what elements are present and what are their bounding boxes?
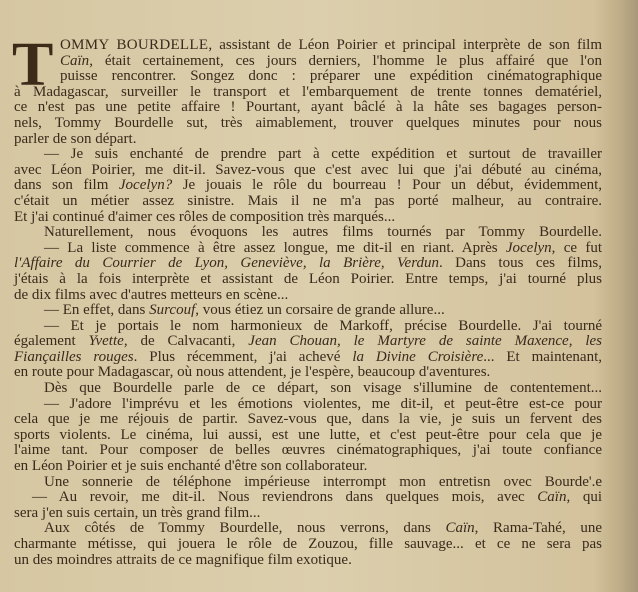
text-segment: , ce fut bbox=[551, 239, 602, 256]
text-segment: avec Léon Poirier, me dit-il. Savez-vous que c'est avec lui que j'ai débuté au cinéma, bbox=[14, 161, 602, 178]
text-line bbox=[14, 537, 602, 553]
text-segment: , de Calvacanti, bbox=[123, 333, 249, 350]
text-line bbox=[60, 54, 602, 70]
text-segment: Je jouais le rôle du bourreau ! Pour un début, évidemment, bbox=[172, 177, 602, 194]
article-body bbox=[12, 31, 603, 568]
text-segment: , assistant de Léon Poirier et principal interprète de son film bbox=[208, 37, 602, 53]
text-segment: Aux côtés de Tommy Bourdelle, nous verrons, dans bbox=[44, 520, 446, 537]
text-line bbox=[14, 319, 602, 335]
italic-title-text: Caïn bbox=[537, 489, 567, 506]
text-segment: de dix films avec d'autres metteurs en scène... bbox=[14, 286, 289, 303]
text-line bbox=[14, 443, 602, 459]
text-segment: , Rama-Tahé, une bbox=[474, 520, 602, 537]
italic-title-text: Jocelyn? bbox=[118, 177, 173, 194]
text-segment: puisse rencontrer. Songez donc : préparer une expédition cinématographique bbox=[60, 68, 602, 85]
text-line bbox=[14, 178, 602, 194]
italic-title-text: Caïn bbox=[445, 520, 475, 537]
text-segment: cela que je me réjouis de partir. Savez-vous que, dans la vie, je suis un fervent des bbox=[14, 411, 602, 428]
text-line bbox=[14, 100, 602, 116]
text-line bbox=[14, 521, 602, 537]
text-line bbox=[60, 38, 602, 54]
text-segment: — La liste commence à être assez longue, me dit-il en riant. Après bbox=[44, 239, 506, 256]
text-line bbox=[14, 163, 602, 179]
text-segment: Une sonnerie de téléphone impérieuse interrompt mon entretisn ovec Bourde'.e bbox=[44, 473, 602, 490]
text-line bbox=[14, 303, 602, 319]
text-segment: nels, Tommy Bourdelle sut, très aimablement, trouver quelques minutes pour nous bbox=[14, 114, 602, 131]
text-segment: dans son film bbox=[14, 177, 119, 194]
text-line bbox=[14, 428, 602, 444]
text-segment: un des moindres attraits de ce magnifique film exotique. bbox=[14, 551, 352, 568]
text-segment: , vous étiez un corsaire de grande allure... bbox=[195, 302, 445, 319]
text-line bbox=[14, 459, 602, 475]
text-line bbox=[14, 381, 602, 397]
text-line bbox=[14, 241, 602, 257]
text-segment: j'étais à la fois interprète et assistant de Léon Poirier. Entre temps, j'ai tourné plus bbox=[14, 270, 602, 287]
italic-title-text: Yvette bbox=[88, 333, 124, 350]
text-segment: en route pour Madagascar, où nous attendent, je l'espère, beaucoup d'aventures. bbox=[14, 364, 491, 381]
text-segment: . Plus récemment, j'ai achevé bbox=[133, 348, 353, 365]
italic-title-text: Caïn bbox=[60, 52, 90, 69]
text-segment: Dès que Bourdelle parle de ce départ, son visage s'illumine de contentement... bbox=[44, 380, 602, 397]
text-line bbox=[14, 365, 602, 381]
text-segment: — En effet, dans bbox=[44, 302, 150, 319]
text-line bbox=[14, 412, 602, 428]
italic-title-text: Fiançailles rouges bbox=[14, 348, 134, 365]
text-segment: , qui bbox=[566, 489, 602, 506]
text-line bbox=[14, 210, 602, 226]
text-segment: parler de son départ. bbox=[14, 130, 137, 147]
text-line bbox=[14, 85, 602, 101]
text-segment: ... Et maintenant, bbox=[483, 348, 602, 365]
text-line bbox=[14, 225, 602, 241]
text-line bbox=[14, 288, 602, 304]
text-segment: à Madagascar, surveiller le transport et l'embarquement de trente tonnes dematériel, bbox=[14, 83, 602, 100]
text-segment: — J'adore l'imprévu et les émotions violentes, me dit-il, et peut-être est-ce pour bbox=[44, 395, 602, 412]
text-segment: l'aime tant. Pour composer de belles œuvres cinématographiques, j'ai toute confiance bbox=[14, 442, 602, 459]
italic-title-text: Jocelyn bbox=[505, 239, 552, 256]
drop-cap: T bbox=[12, 31, 54, 99]
text-line bbox=[14, 350, 602, 366]
text-line bbox=[14, 506, 602, 522]
text-segment: — Et je portais le nom harmonieux de Markoff, précise Bourdelle. J'ai tourné bbox=[44, 317, 602, 334]
text-line bbox=[14, 397, 602, 413]
text-segment: charmante métisse, qui jouera le rôle de Zouzou, fille sauvage... et ce ne sera pas bbox=[14, 536, 602, 552]
text-segment: , était certainement, ces jours derniers, l'homme le plus affairé que l'on bbox=[89, 52, 602, 69]
text-line bbox=[14, 475, 602, 491]
text-line bbox=[60, 69, 602, 85]
text-line bbox=[14, 132, 602, 148]
text-line bbox=[14, 553, 602, 569]
text-segment: . Dans tous ces films, bbox=[438, 255, 602, 272]
text-line bbox=[14, 490, 602, 506]
text-segment: OMMY BOURDELLE bbox=[60, 37, 209, 53]
text-segment: c'était un métier assez sinistre. Mais il ne m'a pas porté malheur, au contraire. bbox=[14, 192, 602, 209]
text-line bbox=[14, 334, 602, 350]
text-line bbox=[14, 256, 602, 272]
text-segment: ce n'est pas une petite affaire ! Pourtant, ayant bâclé à la hâte ses bagages person- bbox=[14, 99, 602, 116]
text-segment: sera j'en suis certain, un très grand film... bbox=[14, 504, 261, 521]
italic-title-text: Jean Chouan, le Martyre de sainte Maxence, les bbox=[248, 333, 603, 350]
text-segment: Naturellement, nous évoquons les autres films tournés par Tommy Bourdelle. bbox=[44, 224, 602, 241]
text-segment: également bbox=[14, 333, 89, 350]
text-line bbox=[14, 272, 602, 288]
text-segment: Et j'ai continué d'aimer ces rôles de composition très marqués... bbox=[14, 208, 396, 225]
italic-title-text: la Divine Croisière bbox=[352, 348, 484, 365]
text-line bbox=[14, 147, 602, 163]
italic-title-text: Surcouf bbox=[149, 302, 196, 319]
italic-title-text: l'Affaire du Courrier de Lyon, Geneviève, la Brière, Verdun bbox=[14, 255, 439, 272]
article-text bbox=[12, 31, 603, 568]
text-segment: sports violents. Le cinéma, lui aussi, est une lutte, et c'est peut-être pour cela que je bbox=[14, 426, 602, 443]
text-segment: — Au revoir, me dit-il. Nous reviendrons dans quelques mois, avec bbox=[32, 489, 538, 506]
text-line bbox=[14, 194, 602, 210]
text-line bbox=[14, 116, 602, 132]
text-segment: — Je suis enchanté de prendre part à cette expédition et surtout de travailler bbox=[44, 146, 602, 163]
text-segment: en Léon Poirier et je suis enchanté d'être son collaborateur. bbox=[14, 458, 368, 475]
